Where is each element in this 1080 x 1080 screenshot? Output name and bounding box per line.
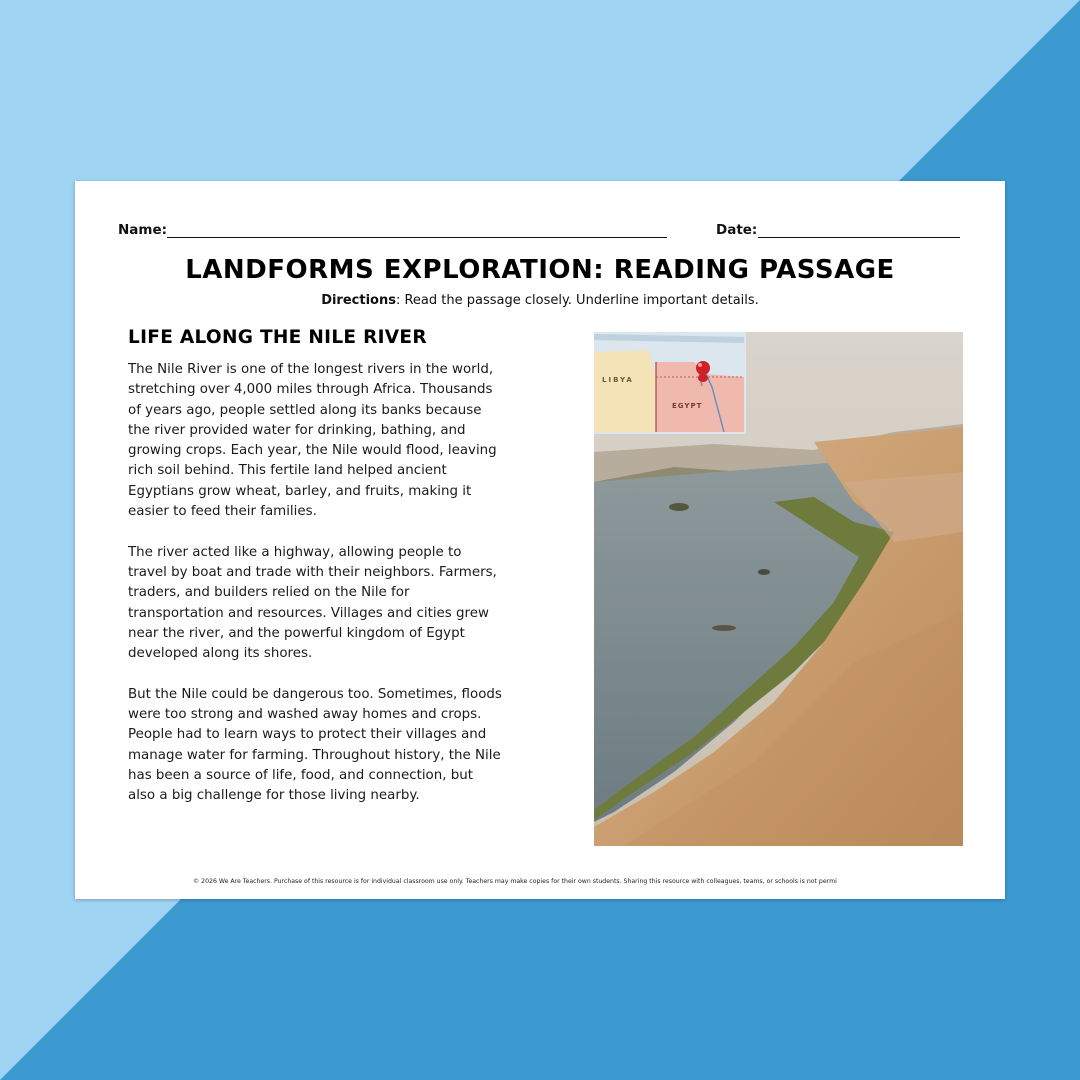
directions-label: Directions [321,293,396,308]
passage-paragraph-3: But the Nile could be dangerous too. Sometimes, floods were too strong and washed away homes and crops. People had to learn ways to protect their villages and manage water for farming. Throughout history, the Nile has been a source of life, food, and connection, but also a big challenge for those living nearby. [128,686,502,804]
map-label-egypt: EGYPT [672,402,703,410]
name-line [167,237,667,238]
inset-map [594,332,746,434]
passage-paragraph-1: The Nile River is one of the longest rivers in the world, stretching over 4,000 miles through Africa. Thousands of years ago, people settled along its banks because the river provided water for drinking, bathing, and growing crops. Each year, the Nile would flood, leaving rich soil behind. This fertile land helped ancient Egyptians grow wheat, barley, and fruits, making it easier to feed their families. [128,362,497,520]
directions [75,293,1005,308]
map-label-libya: LIBYA [602,376,634,384]
nile-river-photo [594,332,963,846]
date-line [758,237,960,238]
passage-paragraph-2: The river acted like a highway, allowing people to travel by boat and trade with their neighbors. Farmers, traders, and builders relied on the Nile for transportation and resources. Villages and cities grew near the river, and the powerful kingdom of Egypt developed along its shores. [128,544,497,662]
name-date-row [118,221,960,241]
passage-subtitle: LIFE ALONG THE NILE RIVER [128,327,427,348]
worksheet-title: LANDFORMS EXPLORATION: READING PASSAGE [185,255,895,285]
nile-landscape-illustration [594,332,963,846]
directions-text: : Read the passage closely. Underline important details. [395,293,759,308]
worksheet-page [75,181,1005,899]
copyright-footer: © 2026 We Are Teachers. Purchase of this resource is for individual classroom use only. Teachers may make copies for their own students. Sharing this resource with colleagues, teams, or schools is not permi [193,878,837,885]
reading-passage [128,360,503,827]
name-label: Name: [118,222,168,238]
date-label: Date: [716,222,758,238]
